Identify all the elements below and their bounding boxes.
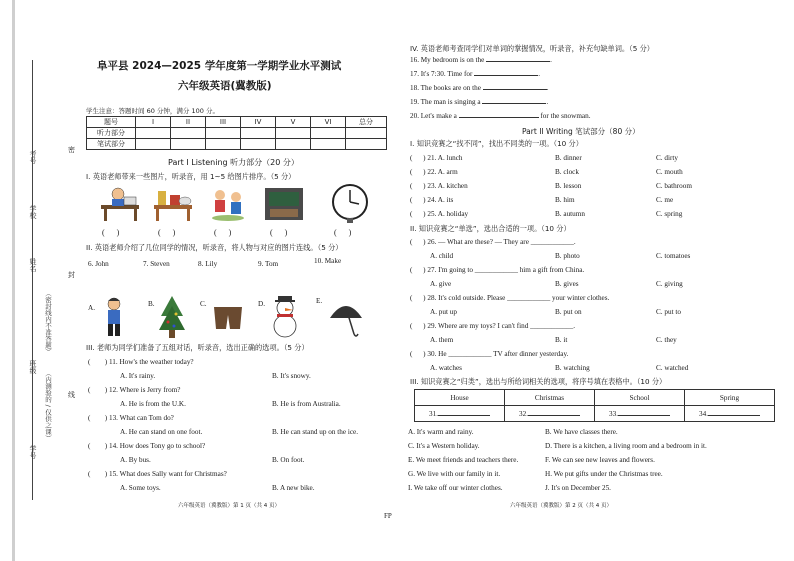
category-table <box>414 389 775 422</box>
name-lily: 8. Lily <box>198 260 218 268</box>
answer-bracket[interactable]: ( ) <box>102 228 120 237</box>
label-seal-note: （密封线内不准答题） <box>44 290 52 355</box>
q29-option-a[interactable]: A. them <box>430 336 454 344</box>
q12-option-a[interactable]: A. He is from the U.K. <box>120 400 186 408</box>
answer-cell-34[interactable]: 34. <box>685 406 775 422</box>
student-note: 学生注意：答题时间 60 分钟，满分 100 分。 <box>86 107 219 115</box>
seal-line <box>32 60 33 500</box>
part2-title: Part II Writing 笔试部分（80 分） <box>522 127 640 136</box>
sectionII-instr: II. 知识竞赛之“单选”，选出合适的一项。（10 分） <box>410 224 571 233</box>
q30-option-c[interactable]: C. watched <box>656 364 689 372</box>
score-header: 题号 <box>87 117 136 128</box>
q22[interactable]: ( ) 22. A. arm <box>410 168 458 176</box>
answer-bracket[interactable]: ( ) <box>334 228 352 237</box>
option-e: E. We meet friends and teachers there. <box>408 456 519 464</box>
q28-option-a[interactable]: A. put up <box>430 308 457 316</box>
page1-subtitle: 六年级英语(冀教版) <box>178 80 272 92</box>
score-header: I <box>136 117 171 128</box>
option-i: I. We take off our winter clothes. <box>408 484 503 492</box>
label-note2: （内测验的 / 仅供之课） <box>44 370 52 442</box>
score-header: II <box>171 117 206 128</box>
q17[interactable]: 17. It's 7:30. Time for . <box>410 70 540 78</box>
q26-option-c[interactable]: C. tomatoes <box>656 252 691 260</box>
q26-option-a[interactable]: A. child <box>430 252 454 260</box>
score-row-label: 听力部分 <box>87 128 136 139</box>
q14: ( ) 14. How does Tony go to school? <box>88 442 206 450</box>
christmas-tree-icon <box>158 294 186 340</box>
q18[interactable]: 18. The books are on the . <box>410 84 549 92</box>
q16[interactable]: 16. My bedroom is on the . <box>410 56 552 64</box>
score-header: V <box>276 117 311 128</box>
score-header: IV <box>241 117 276 128</box>
pic-boy-desk <box>96 185 144 223</box>
seal-char-2: 封 <box>68 271 75 279</box>
q22-option-c[interactable]: C. mouth <box>656 168 683 176</box>
label-student-no: 学号 <box>29 445 37 459</box>
section2-instr: II. 英语老师介绍了几位同学的情况，听录音，将人物与对应的图片连线。（5 分） <box>86 243 343 252</box>
pic-classroom <box>264 187 304 221</box>
q25-option-b[interactable]: B. autumn <box>555 210 585 218</box>
label-exam-no: 考号 <box>29 150 37 164</box>
q27-option-b[interactable]: B. gives <box>555 280 579 288</box>
shorts-icon <box>212 305 244 331</box>
pic-label-e: E. <box>316 297 323 305</box>
q21[interactable]: ( ) 21. A. lunch <box>410 154 463 162</box>
name-steven: 7. Steven <box>143 260 170 268</box>
answer-cell-32[interactable]: 32. <box>505 406 595 422</box>
option-g: G. We live with our family in it. <box>408 470 501 478</box>
q19[interactable]: 19. The man is singing a . <box>410 98 549 106</box>
label-school: 学校 <box>29 205 37 219</box>
q21-option-b[interactable]: B. dinner <box>555 154 582 162</box>
pic-label-d: D. <box>258 300 265 308</box>
page2-footer: 六年级英语（冀教版）第 2 页（共 4 页） <box>510 503 612 509</box>
q23-option-c[interactable]: C. bathroom <box>656 182 692 190</box>
part1-title: Part I Listening 听力部分（20 分） <box>168 158 299 167</box>
center-mark: FP <box>384 512 392 520</box>
q29-option-c[interactable]: C. they <box>656 336 677 344</box>
answer-bracket[interactable]: ( ) <box>158 228 176 237</box>
q28-option-b[interactable]: B. put on <box>555 308 582 316</box>
q14-option-a[interactable]: A. By bus. <box>120 456 151 464</box>
category-school: School <box>595 390 685 406</box>
name-make: 10. Make <box>314 257 342 265</box>
answer-bracket[interactable]: ( ) <box>270 228 288 237</box>
q27-option-a[interactable]: A. give <box>430 280 452 288</box>
q30[interactable]: ( ) 30. He ____________ TV after dinner yesterday. <box>410 350 569 358</box>
option-d: D. There is a kitchen, a living room and a bedroom in it. <box>545 442 707 450</box>
answer-cell-31[interactable]: 31. <box>415 406 505 422</box>
q21-option-c[interactable]: C. dirty <box>656 154 678 162</box>
q11-option-a[interactable]: A. It's rainy. <box>120 372 156 380</box>
q15: ( ) 15. What does Sally want for Christmas? <box>88 470 227 478</box>
option-a: A. It's warm and rainy. <box>408 428 474 436</box>
q26[interactable]: ( ) 26. — What are these? — They are ____________. <box>410 238 576 246</box>
q27-option-c[interactable]: C. giving <box>656 280 683 288</box>
category-spring: Spring <box>685 390 775 406</box>
pic-label-a: A. <box>88 304 95 312</box>
q24[interactable]: ( ) 24. A. its <box>410 196 454 204</box>
q25-option-c[interactable]: C. spring <box>656 210 683 218</box>
q12: ( ) 12. Where is Jerry from? <box>88 386 181 394</box>
pic-boy <box>100 296 128 338</box>
q22-option-b[interactable]: B. clock <box>555 168 579 176</box>
section3-instr: III. 老师为同学们准备了五组对话，听录音，选出正确的选项。（5 分） <box>86 343 309 352</box>
name-john: 6. John <box>88 260 109 268</box>
q13-option-a[interactable]: A. He can stand on one foot. <box>120 428 203 436</box>
label-name: 姓名 <box>29 258 37 272</box>
score-table <box>86 116 387 150</box>
option-c: C. It's a Western holiday. <box>408 442 480 450</box>
clock-icon <box>330 182 370 224</box>
q29[interactable]: ( ) 29. Where are my toys? I can't find ____________. <box>410 322 576 330</box>
q12-option-b[interactable]: B. He is from Australia. <box>272 400 341 408</box>
q15-option-a[interactable]: A. Some toys. <box>120 484 161 492</box>
q26-option-b[interactable]: B. photo <box>555 252 580 260</box>
binding-strip <box>0 0 100 561</box>
q28-option-c[interactable]: C. put to <box>656 308 681 316</box>
q28[interactable]: ( ) 28. It's cold outside. Please ____________ your winter clothes. <box>410 294 610 302</box>
q13: ( ) 13. What can Tom do? <box>88 414 174 422</box>
q24-option-c[interactable]: C. me <box>656 196 674 204</box>
q15-option-b[interactable]: B. A new bike. <box>272 484 315 492</box>
snowman-icon <box>268 294 302 340</box>
q25[interactable]: ( ) 25. A. holiday <box>410 210 469 218</box>
score-row-label: 笔试部分 <box>87 139 136 150</box>
score-header: 总分 <box>346 117 387 128</box>
q24-option-b[interactable]: B. him <box>555 196 575 204</box>
name-tom: 9. Tom <box>258 260 279 268</box>
q23-option-b[interactable]: B. lesson <box>555 182 582 190</box>
sectionIII-instr: III. 知识竞赛之“归类”，选出与所给词相关的选项，将序号填在表格中。（10 分） <box>410 377 667 386</box>
q30-option-a[interactable]: A. watches <box>430 364 462 372</box>
label-class: 班级 <box>29 360 37 374</box>
seal-char-3: 线 <box>68 391 75 399</box>
option-j: J. It's on December 25. <box>545 484 611 492</box>
score-header: III <box>206 117 241 128</box>
score-header: VI <box>311 117 346 128</box>
option-h: H. We put gifts under the Christmas tree. <box>545 470 663 478</box>
page1-title: 阜平县 2024—2025 学年度第一学期学业水平测试 <box>97 60 342 72</box>
binding-stripe <box>12 0 15 561</box>
section1-instr: I. 英语老师带来一些图片，听录音，用 1~5 给图片排序。（5 分） <box>86 172 296 181</box>
umbrella-icon <box>326 298 366 338</box>
q11-option-b[interactable]: B. It's snowy. <box>272 372 311 380</box>
pic-label-c: C. <box>200 300 207 308</box>
answer-cell-33[interactable]: 33. <box>595 406 685 422</box>
q11: ( ) 11. How's the weather today? <box>88 358 194 366</box>
option-f: F. We can see new leaves and flowers. <box>545 456 655 464</box>
seal-char-1: 密 <box>68 146 75 154</box>
q27[interactable]: ( ) 27. I'm going to ____________ him a gift from China. <box>410 266 585 274</box>
option-b: B. We have classes there. <box>545 428 618 436</box>
q23[interactable]: ( ) 23. A. kitchen <box>410 182 468 190</box>
q30-option-b[interactable]: B. watching <box>555 364 590 372</box>
sectionI-instr: I. 知识竞赛之“找不同”，找出不同类的一项。（10 分） <box>410 139 583 148</box>
section4-instr: IV. 英语老师考查同学们对单词的掌握情况，听录音，补充句缺单词。（5 分） <box>410 44 654 53</box>
q20[interactable]: 20. Let's make a for the snowman. <box>410 112 591 120</box>
page1-footer: 六年级英语（冀教版）第 1 页（共 4 页） <box>178 503 280 509</box>
category-christmas: Christmas <box>505 390 595 406</box>
answer-bracket[interactable]: ( ) <box>214 228 232 237</box>
category-house: House <box>415 390 505 406</box>
q29-option-b[interactable]: B. it <box>555 336 568 344</box>
pic-food-table <box>152 185 194 223</box>
q13-option-b[interactable]: B. He can stand up on the ice. <box>272 428 359 436</box>
pic-label-b: B. <box>148 300 155 308</box>
pic-kids-playing <box>208 185 248 223</box>
q14-option-b[interactable]: B. On foot. <box>272 456 305 464</box>
